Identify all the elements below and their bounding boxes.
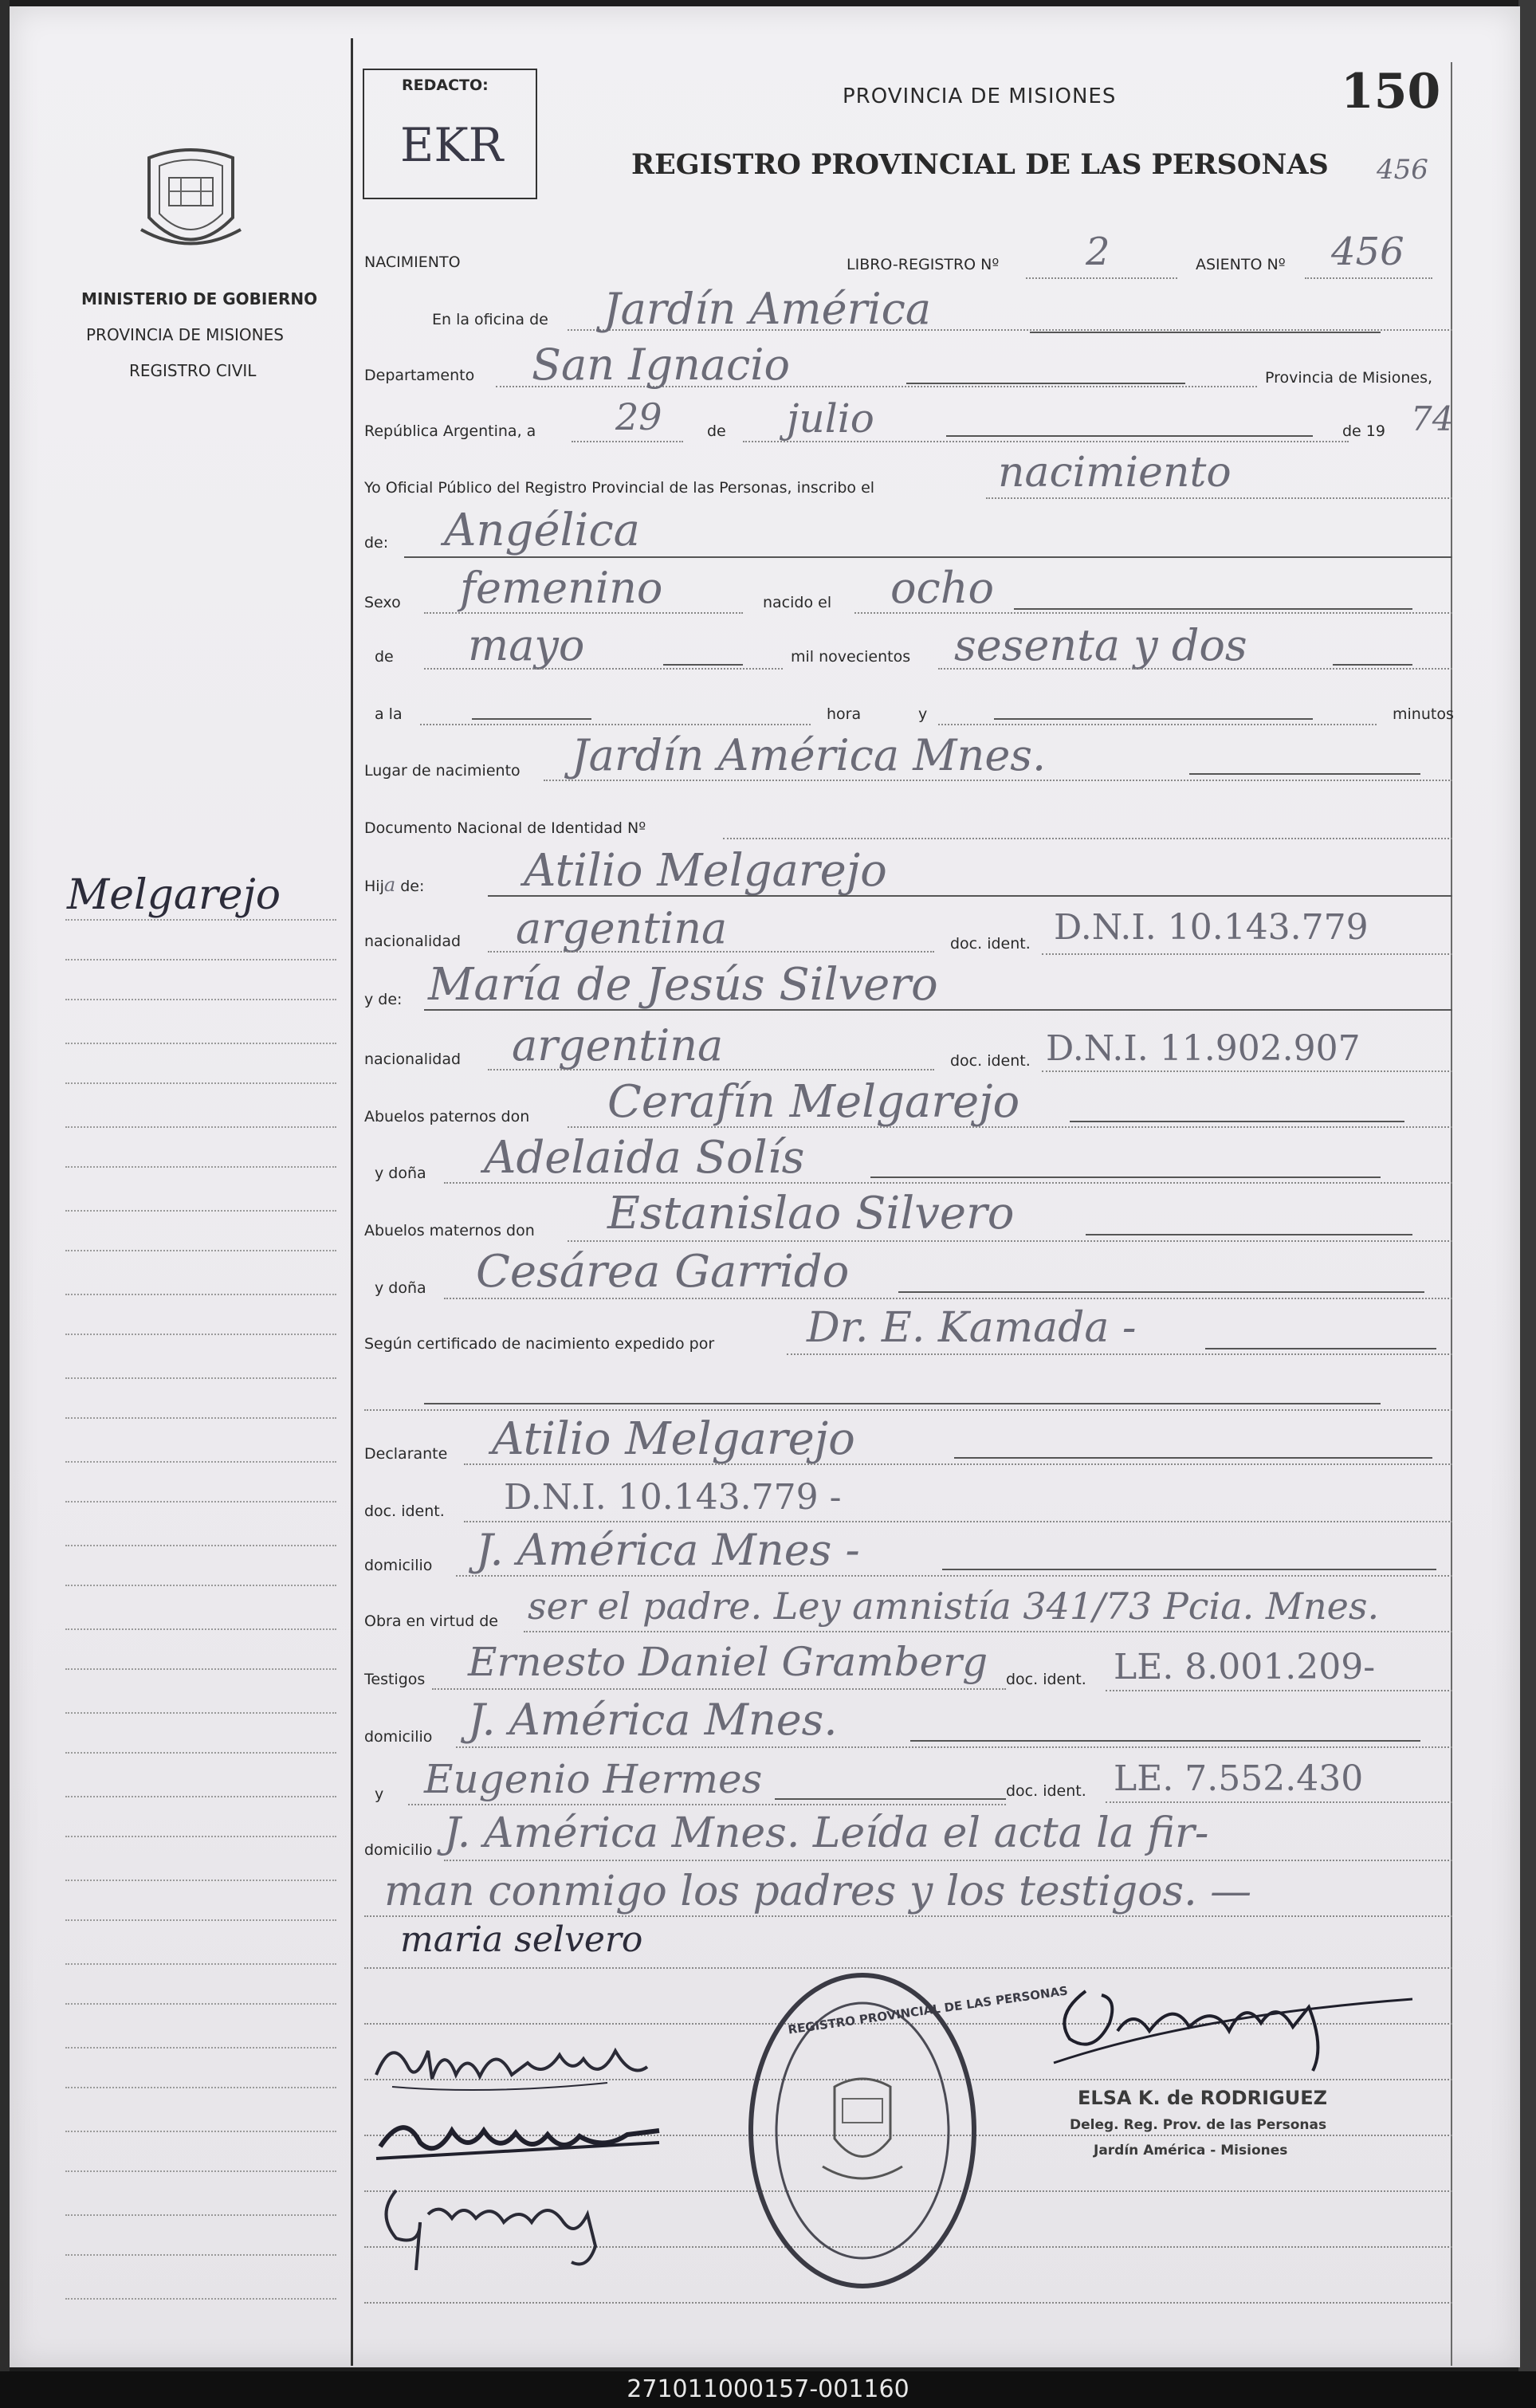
archive-id: 271011000157-001160 xyxy=(0,2371,1536,2408)
side-line xyxy=(65,1668,336,1670)
mes-nac-line xyxy=(424,668,783,670)
dom2-underline xyxy=(910,1740,1420,1742)
signature-gramberg xyxy=(372,2166,627,2278)
seal-text: REGISTRO PROVINCIAL DE LAS PERSONAS xyxy=(787,1983,1069,2037)
side-line xyxy=(65,2254,336,2256)
dom2-label: domicilio xyxy=(364,1728,433,1746)
side-line xyxy=(65,2298,336,2300)
stamp-role: Deleg. Reg. Prov. de las Personas xyxy=(1070,2117,1327,2133)
mes-line xyxy=(743,441,1349,442)
side-line xyxy=(65,1417,336,1419)
side-line xyxy=(65,1501,336,1503)
sig-line xyxy=(364,2302,1452,2304)
side-line xyxy=(65,1880,336,1881)
nacimiento-label: NACIMIENTO xyxy=(364,253,461,271)
mes-underline xyxy=(946,435,1313,437)
abuelo-p-line xyxy=(568,1126,1452,1128)
nac1-line xyxy=(488,951,934,953)
yo-oficial-label: Yo Oficial Público del Registro Provincial de las Personas, inscribo el xyxy=(364,479,875,497)
side-line xyxy=(65,1963,336,1965)
stamp-name: ELSA K. de RODRIGUEZ xyxy=(1078,2087,1327,2109)
abuelo-m-line xyxy=(568,1240,1452,1242)
nacido-label: nacido el xyxy=(763,594,832,611)
side-line xyxy=(65,1294,336,1295)
docid2-line xyxy=(1042,1070,1452,1072)
hija-suffix: a xyxy=(383,874,396,896)
oficina-value: Jardín América xyxy=(603,284,932,334)
abuela-m-underline xyxy=(898,1291,1424,1293)
side-line xyxy=(65,1166,336,1168)
minutos-label: minutos xyxy=(1393,705,1454,723)
side-line xyxy=(65,1043,336,1044)
testigo2-underline xyxy=(775,1798,1006,1800)
side-line xyxy=(65,919,336,921)
redacto-label: REDACTO: xyxy=(402,77,489,94)
side-line xyxy=(65,2131,336,2132)
declarante-label: Declarante xyxy=(364,1445,448,1463)
obra-line xyxy=(524,1631,1452,1632)
docid2-label: doc. ident. xyxy=(950,1052,1031,1070)
side-line xyxy=(65,1628,336,1630)
side-line xyxy=(65,1334,336,1335)
abuelo-p-value: Cerafín Melgarejo xyxy=(607,1076,1020,1128)
side-line xyxy=(65,2170,336,2172)
republica-label: República Argentina, a xyxy=(364,422,536,440)
docid5-line xyxy=(1106,1801,1452,1803)
dom2-line xyxy=(456,1746,1452,1748)
testigo2-line xyxy=(408,1804,1006,1805)
mes-value: julio xyxy=(787,395,874,442)
docid3-value: D.N.I. 10.143.779 - xyxy=(504,1477,842,1518)
y2-label: y xyxy=(375,1785,384,1803)
asiento-value: 456 xyxy=(1331,230,1404,274)
ministry-province: PROVINCIA DE MISIONES xyxy=(86,325,284,344)
mes-nac-underline xyxy=(663,664,743,666)
dom3-line xyxy=(444,1860,1452,1861)
cont-value: man conmigo los padres y los testigos. — xyxy=(384,1868,1252,1915)
abuelo-m-value: Estanislao Silvero xyxy=(607,1188,1015,1239)
dom3-label: domicilio xyxy=(364,1841,433,1859)
abuela-p-line xyxy=(444,1182,1452,1184)
lugar-value: Jardín América Mnes. xyxy=(572,730,1047,780)
nac1-value: argentina xyxy=(516,903,728,953)
nac1-label: nacionalidad xyxy=(364,933,462,950)
side-line xyxy=(65,1545,336,1546)
signature-oficial xyxy=(1038,1967,1420,2087)
side-line xyxy=(65,1377,336,1379)
testigos-label: Testigos xyxy=(364,1671,426,1688)
mes-nac-value: mayo xyxy=(468,620,585,670)
side-line xyxy=(65,2003,336,2005)
sexo-label: Sexo xyxy=(364,594,401,611)
cert-value: Dr. E. Kamada - xyxy=(807,1304,1137,1352)
anio-nac-value: sesenta y dos xyxy=(954,620,1247,670)
dom1-label: domicilio xyxy=(364,1557,433,1574)
signature-hermes xyxy=(372,2103,675,2174)
side-line xyxy=(65,1752,336,1754)
side-line xyxy=(65,1210,336,1212)
cert-underline xyxy=(1205,1348,1436,1349)
a-la-underline xyxy=(472,718,591,720)
a-la-label: a la xyxy=(375,705,403,723)
abuela-m-line xyxy=(444,1298,1452,1299)
page-left-edge xyxy=(0,0,10,2371)
y-label: y xyxy=(918,705,928,723)
libro-line xyxy=(1026,277,1177,279)
register-title: REGISTRO PROVINCIAL DE LAS PERSONAS xyxy=(631,148,1329,181)
hora-label: hora xyxy=(827,705,862,723)
docid5-label: doc. ident. xyxy=(1006,1782,1086,1800)
side-line xyxy=(65,999,336,1000)
coat-of-arms-icon xyxy=(137,142,245,261)
yd2-label: y doña xyxy=(375,1279,426,1297)
cert-line xyxy=(787,1353,1452,1355)
asiento-line xyxy=(1305,277,1432,279)
declarante-line xyxy=(464,1463,1452,1465)
inscribo-line xyxy=(986,497,1452,499)
docid3-line xyxy=(464,1521,1452,1522)
yd1-label: y doña xyxy=(375,1165,426,1182)
nac2-label: nacionalidad xyxy=(364,1051,462,1068)
sexo-line xyxy=(424,612,743,614)
register-page xyxy=(10,6,1520,2367)
dia-value: 29 xyxy=(615,395,662,438)
dom1-underline xyxy=(942,1569,1436,1570)
side-line xyxy=(65,1836,336,1837)
docid3-label: doc. ident. xyxy=(364,1503,445,1520)
side-line xyxy=(65,1250,336,1251)
dom1-line xyxy=(456,1575,1452,1577)
abuela-p-value: Adelaida Solís xyxy=(484,1132,805,1184)
nombre-value: Angélica xyxy=(444,505,641,556)
cert-label: Según certificado de nacimiento expedido por xyxy=(364,1335,715,1353)
docid2-value: D.N.I. 11.902.907 xyxy=(1046,1028,1361,1069)
folio-handwritten: 456 xyxy=(1377,154,1428,186)
docid1-value: D.N.I. 10.143.779 xyxy=(1054,907,1369,948)
padre-value: Atilio Melgarejo xyxy=(524,845,887,897)
redacto-value: EKR xyxy=(400,118,504,172)
declarante-value: Atilio Melgarejo xyxy=(492,1413,855,1465)
side-line xyxy=(65,2214,336,2216)
anio-value: 74 xyxy=(1411,399,1454,438)
side-line xyxy=(65,1585,336,1586)
nacido-underline xyxy=(1014,608,1412,610)
a-la-line xyxy=(420,724,811,725)
ministry-office: REGISTRO CIVIL xyxy=(129,361,257,380)
hija-label xyxy=(364,874,424,896)
libro-label: LIBRO-REGISTRO Nº xyxy=(847,256,1000,273)
docid4-line xyxy=(1106,1690,1452,1691)
page-right-edge xyxy=(1518,0,1536,2371)
lugar-label: Lugar de nacimiento xyxy=(364,762,521,780)
folio-number: 150 xyxy=(1341,64,1441,120)
testigo2-value: Eugenio Hermes xyxy=(424,1756,763,1802)
cont-line xyxy=(364,1915,1452,1917)
dom2-value: J. América Mnes. xyxy=(468,1695,838,1745)
dni-line xyxy=(723,838,1452,839)
anio-nac-underline xyxy=(1333,664,1412,666)
abuelo-p-underline xyxy=(1070,1121,1404,1122)
side-line xyxy=(65,1919,336,1921)
docid1-label: doc. ident. xyxy=(950,935,1031,953)
testigo1-line xyxy=(432,1688,1006,1690)
side-line xyxy=(65,2047,336,2049)
obra-label: Obra en virtud de xyxy=(364,1613,498,1630)
side-line xyxy=(65,1126,336,1128)
signature-padre xyxy=(368,2019,703,2107)
libro-value: 2 xyxy=(1086,230,1110,274)
declarante-underline xyxy=(954,1457,1432,1459)
departamento-value: San Ignacio xyxy=(532,340,791,390)
inscribo-value: nacimiento xyxy=(998,449,1232,497)
side-line xyxy=(65,2087,336,2088)
madre-value: María de Jesús Silvero xyxy=(428,959,938,1011)
margin-rule xyxy=(351,38,353,2366)
minutos-line xyxy=(938,724,1377,725)
nacido-value: ocho xyxy=(890,563,995,613)
side-line xyxy=(65,1712,336,1714)
lugar-underline xyxy=(1189,773,1420,775)
abuela-p-underline xyxy=(870,1177,1381,1178)
ministry-title: MINISTERIO DE GOBIERNO xyxy=(81,289,318,308)
departamento-label: Departamento xyxy=(364,367,475,384)
cert-underline-2 xyxy=(424,1403,1381,1404)
cert-line-2 xyxy=(364,1409,1452,1411)
testigo1-value: Ernesto Daniel Gramberg xyxy=(468,1639,988,1685)
docid4-value: LE. 8.001.209- xyxy=(1114,1647,1376,1687)
de-nombre-label: de: xyxy=(364,534,389,552)
nac2-value: argentina xyxy=(512,1020,724,1070)
nac2-line xyxy=(488,1069,934,1070)
province-heading: PROVINCIA DE MISIONES xyxy=(843,84,1117,108)
side-line xyxy=(65,959,336,960)
docid4-label: doc. ident. xyxy=(1006,1671,1086,1688)
dia-line xyxy=(572,441,683,442)
dom1-value: J. América Mnes - xyxy=(476,1525,860,1575)
abuela-m-value: Cesárea Garrido xyxy=(476,1246,850,1298)
dni-label: Documento Nacional de Identidad Nº xyxy=(364,819,646,837)
oficina-underline xyxy=(1030,332,1381,333)
stamp-place: Jardín América - Misiones xyxy=(1094,2143,1288,2159)
yde-label: y de: xyxy=(364,991,403,1008)
docid5-value: LE. 7.552.430 xyxy=(1114,1758,1364,1799)
abuelos-p-label: Abuelos paternos don xyxy=(364,1108,530,1125)
sexo-value: femenino xyxy=(460,563,663,613)
docid1-line xyxy=(1042,953,1452,955)
de-label: de xyxy=(707,422,726,440)
obra-value: ser el padre. Ley amnistía 341/73 Pcia. Mnes. xyxy=(528,1585,1380,1628)
firma-madre: maria selvero xyxy=(400,1919,643,1960)
mil-label: mil novecientos xyxy=(791,648,911,666)
padre-underline xyxy=(488,895,1452,897)
hija-prefix: Hij xyxy=(364,878,384,895)
provincia-label: Provincia de Misiones, xyxy=(1265,369,1433,387)
side-line xyxy=(65,1082,336,1084)
nacido-line xyxy=(854,612,1452,614)
departamento-underline xyxy=(906,383,1185,384)
anio-label: de 19 xyxy=(1342,422,1385,440)
side-line xyxy=(65,1796,336,1797)
oficina-label: En la oficina de xyxy=(432,311,548,328)
asiento-label: ASIENTO Nº xyxy=(1196,256,1286,273)
minutos-underline xyxy=(994,718,1313,720)
madre-underline xyxy=(424,1009,1452,1011)
lugar-line xyxy=(544,780,1452,781)
anio-nac-line xyxy=(938,668,1452,670)
margin-note: Melgarejo xyxy=(67,871,281,919)
side-line xyxy=(65,1461,336,1463)
abuelo-m-underline xyxy=(1086,1234,1412,1235)
abuelos-m-label: Abuelos maternos don xyxy=(364,1222,535,1239)
de-mes-label: de xyxy=(375,648,394,666)
nombre-underline xyxy=(404,556,1452,558)
hija-de: de: xyxy=(400,878,425,895)
dom3-value: J. América Mnes. Leída el acta la fir- xyxy=(444,1809,1209,1857)
